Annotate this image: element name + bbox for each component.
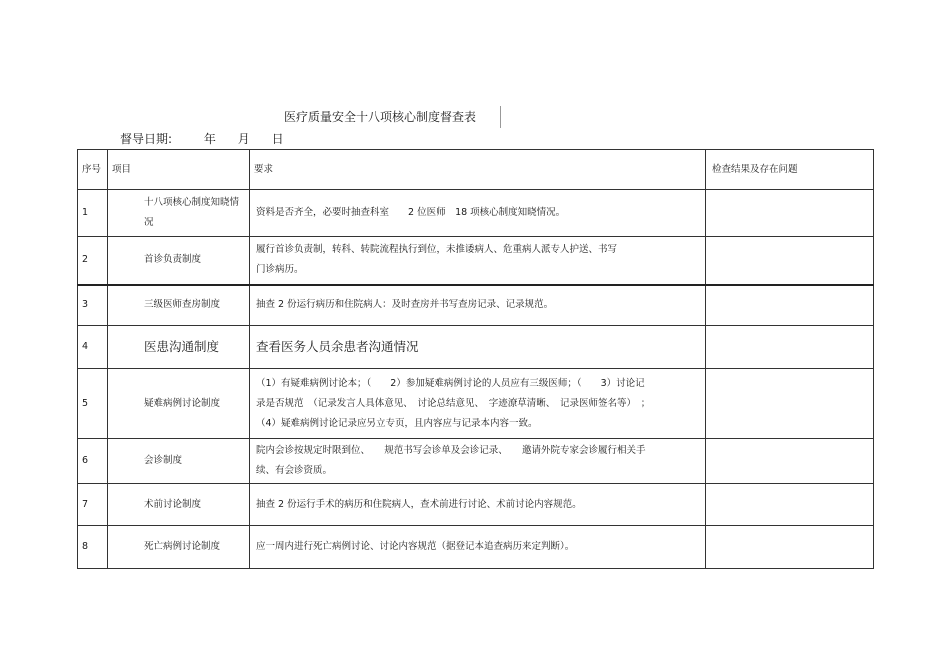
header-requirement: 要求 <box>250 150 706 190</box>
row-requirement-line: 门诊病历。 <box>256 264 304 276</box>
supervise-date-label: 督导日期: <box>120 132 173 146</box>
row-item <box>108 326 250 369</box>
row-no: 1 <box>78 190 108 237</box>
row-requirement <box>250 237 706 285</box>
table-row <box>78 526 874 569</box>
row-requirement <box>250 326 706 369</box>
row-item <box>108 237 250 285</box>
row-result <box>706 285 874 326</box>
row-requirement <box>250 190 706 237</box>
row-item-line: 会诊制度 <box>144 455 183 466</box>
row-item <box>108 439 250 484</box>
row-item-line: 疑难病例讨论制度 <box>144 397 221 409</box>
row-item-line: 死亡病例讨论制度 <box>144 541 221 552</box>
row-requirement-line: 资料是否齐全，必要时抽查科室 2 位医师 18 项核心制度知晓情况。 <box>256 207 566 218</box>
row-result <box>706 526 874 569</box>
row-item-line: 首诊负责制度 <box>144 254 202 266</box>
table-row <box>78 369 874 439</box>
table-row <box>78 285 874 326</box>
document-title-text: 医疗质量安全十八项核心制度督查表 <box>284 110 477 124</box>
row-item <box>108 369 250 439</box>
row-result <box>706 190 874 237</box>
table-row <box>78 326 874 369</box>
row-item-line: 三级医师查房制度 <box>144 299 221 311</box>
supervise-date-year: 年 <box>203 132 216 146</box>
row-result <box>706 369 874 439</box>
row-no: 4 <box>78 326 108 369</box>
supervise-date-month: 月 <box>237 132 250 146</box>
row-item <box>108 190 250 237</box>
row-item-line: 十八项核心制度知晓情 <box>144 197 240 208</box>
row-result <box>706 326 874 369</box>
table-row <box>78 190 874 237</box>
row-item <box>108 484 250 526</box>
row-requirement-line: 履行首诊负责制，转科、转院流程执行到位，未推诿病人、危重病人派专人护送、书写 <box>256 244 618 256</box>
row-requirement <box>250 285 706 326</box>
title-divider <box>500 106 501 128</box>
table-row <box>78 484 874 526</box>
supervise-date <box>120 130 284 148</box>
supervision-table <box>77 149 874 569</box>
document-title <box>284 106 502 128</box>
row-requirement <box>250 369 706 439</box>
table-row <box>78 439 874 484</box>
row-result <box>706 237 874 285</box>
row-no: 7 <box>78 484 108 526</box>
row-requirement-line: （1）有疑难病例讨论本；（ 2）参加疑难病例讨论的人员应有三级医师；（ 3）讨论记 <box>256 377 645 389</box>
row-requirement-line: 应一周内进行死亡病例讨论、讨论内容规范（据登记本追查病历来定判断）。 <box>256 541 575 552</box>
row-requirement-line: （4）疑难病例讨论记录应另立专页，且内容应与记录本内容一致。 <box>256 417 538 429</box>
row-requirement-line: 抽查 2 份运行手术的病历和住院病人，查术前进行讨论、术前讨论内容规范。 <box>256 498 582 510</box>
row-no: 5 <box>78 369 108 439</box>
row-requirement <box>250 439 706 484</box>
row-result <box>706 439 874 484</box>
row-no: 8 <box>78 526 108 569</box>
row-requirement-line: 院内会诊按规定时限到位、 规范书写会诊单及会诊记录、 邀请外院专家会诊履行相关手 <box>256 445 646 456</box>
table-row <box>78 237 874 285</box>
row-no: 6 <box>78 439 108 484</box>
row-requirement-line: 查看医务人员余患者沟通情况 <box>256 339 419 354</box>
supervise-date-day: 日 <box>271 132 284 146</box>
header-no: 序号 <box>78 150 108 190</box>
row-no: 3 <box>78 285 108 326</box>
header-result: 检查结果及存在问题 <box>706 150 874 190</box>
row-result <box>706 484 874 526</box>
table-header-row <box>78 150 874 190</box>
row-item-line: 医患沟通制度 <box>144 339 220 354</box>
row-requirement-line: 抽查 2 份运行病历和住院病人：及时查房并书写查房记录、记录规范。 <box>256 299 554 311</box>
row-requirement-line: 续、有会诊资质。 <box>256 465 333 476</box>
row-item-line: 术前讨论制度 <box>144 498 202 510</box>
row-requirement <box>250 526 706 569</box>
row-item-line: 况 <box>144 217 154 228</box>
row-requirement-line: 录是否规范 （记录发言人具体意见、 讨论总结意见、 字迹潦草清晰、 记录医师签名等） ； <box>256 397 651 409</box>
row-requirement <box>250 484 706 526</box>
row-item <box>108 526 250 569</box>
header-item: 项目 <box>108 150 250 190</box>
row-item <box>108 285 250 326</box>
row-no: 2 <box>78 237 108 285</box>
